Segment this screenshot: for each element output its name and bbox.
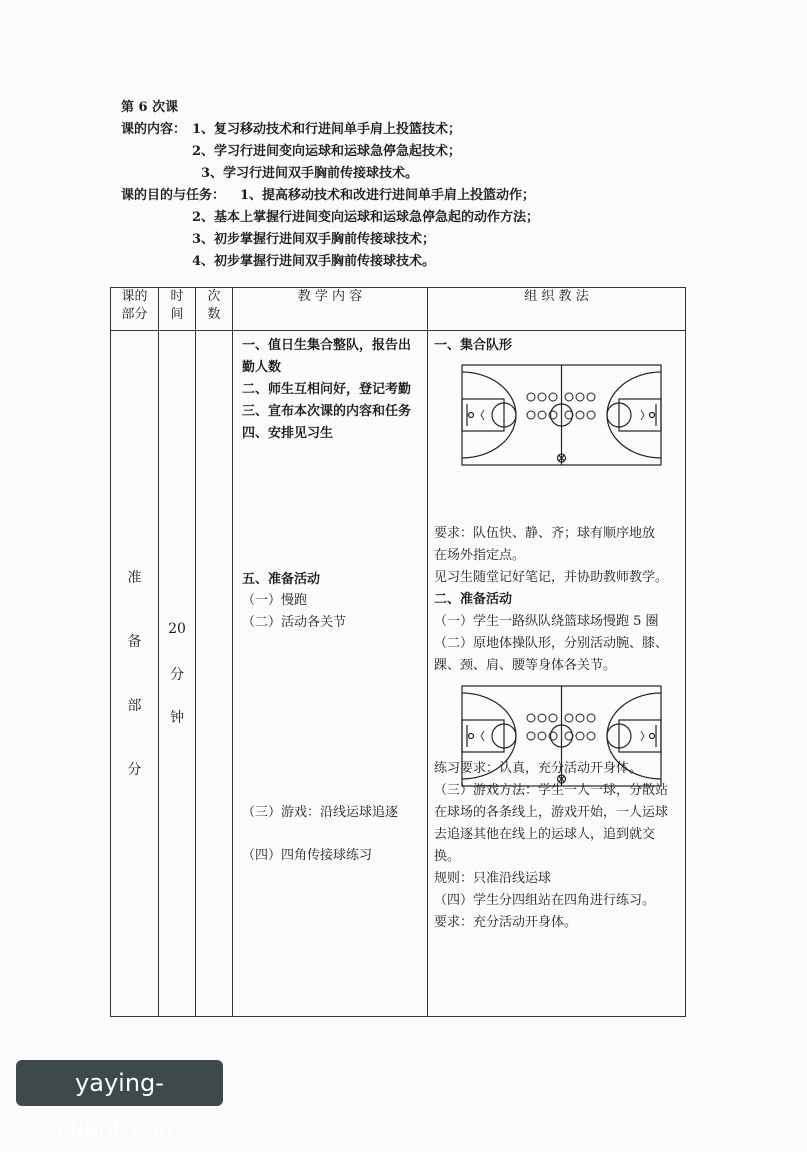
method-req2-line7: （四）学生分四组站在四角进行练习。: [434, 893, 656, 908]
method-prep-line3: 踝、颈、肩、腰等身体各关节。: [434, 658, 617, 673]
goal-label: 课的目的与任务：: [121, 188, 226, 203]
header-count: 次 数: [196, 288, 233, 331]
method-req2-line5: 换。: [434, 849, 461, 864]
section-char-1: 准: [127, 570, 142, 586]
header-time: 时 间: [159, 288, 196, 331]
time-value: 20: [168, 621, 186, 637]
method-req2-line6: 规则：只准沿线运球: [434, 871, 552, 886]
content-label: 课的内容：: [121, 122, 187, 137]
time-unit-2: 钟: [170, 710, 184, 726]
section-char-2: 备: [127, 634, 142, 650]
method-req1-line1: 要求：队伍快、静、齐；球有顺序地放: [434, 526, 656, 541]
method-prep-line2: （二）原地体操队形，分别活动腕、膝、: [434, 636, 669, 651]
time-cell: [159, 331, 196, 1017]
method-req2-line8: 要求：充分活动开身体。: [434, 915, 578, 930]
content-item-3: 3、学习行进间双手胸前传接球技术。: [201, 166, 419, 181]
time-unit-1: 分: [170, 667, 184, 683]
content-prep-jog: （一）慢跑: [242, 593, 308, 608]
content-line-1: 一、值日生集合整队，报告出: [242, 338, 412, 353]
method-req1-line3: 见习生随堂记好笔记，并协助教师教学。: [434, 570, 669, 585]
table-header-row: [111, 288, 686, 331]
method-prep-line1: （一）学生一路纵队绕篮球场慢跑 5 圈: [434, 614, 659, 629]
section-name-cell: [111, 331, 159, 1017]
method-req2-line1: 练习要求：认真，充分活动开身体。: [434, 761, 643, 776]
method-req1-line2: 在场外指定点。: [434, 548, 526, 563]
method-heading-1: 一、集合队形: [434, 338, 513, 353]
method-req2-line2: （三）游戏方法：学生一人一球，分散站: [434, 783, 669, 798]
goal-item-3: 3、初步掌握行进间双手胸前传接球技术；: [192, 232, 436, 247]
section-char-4: 分: [127, 762, 142, 778]
content-cell: [233, 331, 428, 1017]
content-item-1: 1、复习移动技术和行进间单手肩上投篮技术；: [192, 122, 462, 137]
goal-item-1: 1、提高移动技术和改进行进间单手肩上投篮动作；: [240, 188, 536, 203]
watermark: yaying-client.com: [16, 1060, 223, 1106]
lesson-plan-table: [110, 287, 686, 1017]
content-game: （三）游戏：沿线运球追逐: [242, 805, 399, 820]
content-line-5: 四、安排见习生: [242, 426, 334, 441]
basketball-court-diagram-1: [461, 364, 662, 466]
header-method: 组 织 教 法: [428, 288, 686, 331]
section-char-3: 部: [127, 698, 142, 714]
content-drill: （四）四角传接球练习: [242, 848, 373, 863]
content-line-4: 三、宣布本次课的内容和任务: [242, 404, 412, 419]
goal-item-4: 4、初步掌握行进间双手胸前传接球技术。: [192, 254, 436, 269]
method-cell: [428, 331, 686, 1017]
method-req2-line3: 在球场的各条线上，游戏开始，一人运球: [434, 805, 669, 820]
header-part: 课的 部分: [111, 288, 159, 331]
content-item-2: 2、学习行进间变向运球和运球急停急起技术；: [192, 144, 462, 159]
content-prep-joints: （二）活动各关节: [242, 615, 347, 630]
lesson-title: 第 6 次课: [121, 100, 179, 115]
goal-item-2: 2、基本上掌握行进间变向运球和运球急停急起的动作方法；: [192, 210, 540, 225]
content-line-3: 二、师生互相问好，登记考勤: [242, 382, 412, 397]
content-line-2: 勤人数: [242, 360, 282, 375]
content-prep-heading: 五、准备活动: [242, 572, 321, 587]
table-row-preparation: [111, 331, 686, 1017]
header-content: 教 学 内 容: [233, 288, 428, 331]
count-cell: [196, 331, 233, 1017]
method-heading-2: 二、准备活动: [434, 592, 513, 607]
method-req2-line4: 去追逐其他在线上的运球人，追到就交: [434, 827, 656, 842]
